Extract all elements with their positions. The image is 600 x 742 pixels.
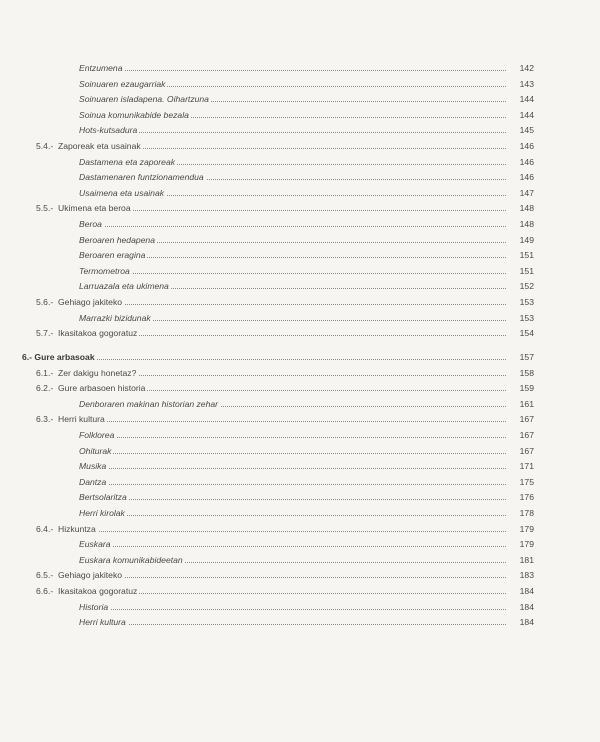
toc-entry-number: 6.3.- [36,414,54,425]
dot-leader [58,295,506,309]
toc-entry-title: Soinuaren isladapena. Oihartzuna [79,94,209,105]
toc-entry [0,186,600,200]
dot-leader [58,522,506,536]
toc-entry [0,264,600,278]
toc-entry-page: 167 [519,430,534,440]
toc-entry-title: Hots-kutsadura [79,125,138,136]
toc-entry-page: 171 [519,461,534,472]
toc-entry [0,311,600,325]
toc-entry [0,108,600,122]
toc-entry-title: Ohiturak [79,445,112,456]
toc-entry-page: 179 [519,539,534,550]
toc-entry-title: Beroaren eragina [79,250,146,261]
toc-entry [0,459,600,473]
toc-entry-page: 148 [519,219,534,229]
toc-entry-title: Termometroa [79,265,130,276]
toc-entry-page: 167 [519,445,534,456]
dot-leader [79,490,506,504]
dot-leader [79,615,506,629]
toc-entry-title: 6.- Gure arbasoak [22,352,95,362]
toc-entry-title: Marrazki bizidunak [79,312,151,323]
toc-entry-page: 145 [519,125,534,136]
toc-entry-page: 175 [519,476,534,487]
toc-entry [0,170,600,184]
toc-entry-page: 143 [519,78,534,89]
toc-entry-page: 146 [519,156,534,167]
dot-leader [79,217,506,231]
dot-leader [79,459,506,473]
toc-entry-page: 151 [519,250,534,261]
toc-entry-title: Zer dakigu honetaz? [58,367,137,378]
toc-entry-title: Gehiago jakiteko [58,297,123,307]
toc-entry-page: 159 [519,383,534,394]
toc-entry [0,366,600,380]
toc-entry-title: Ikasitakoa gogoratuz [58,328,138,339]
toc-entry-title: Euskara komunikabideetan [79,554,183,565]
toc-entry-page: 153 [519,312,534,323]
dot-leader [79,600,506,614]
dot-leader [79,428,506,442]
toc-entry-title: Bertsolaritza [79,492,127,503]
toc-entry-page: 179 [519,523,534,534]
toc-entry-page: 181 [519,554,534,565]
toc-entry [0,428,600,442]
toc-entry-number: 6.1.- [36,367,54,378]
toc-entry-page: 148 [519,203,534,214]
toc-entry-page: 147 [519,187,534,198]
dot-leader [79,506,506,520]
toc-entry-title: Herri kultura [58,414,105,425]
toc-entry [0,92,600,106]
toc-entry [0,248,600,262]
toc-entry-number: 6.2.- [36,383,54,394]
toc-entry [0,77,600,91]
toc-entry-title: Soinuaren ezaugarriak [79,78,166,89]
toc-entry [0,381,600,395]
toc-entry-title: Larruazala eta ukimena [79,281,169,292]
toc-entry-number: 6.5.- [36,570,54,581]
toc-entry-page: 167 [519,414,534,425]
toc-entry-page: 178 [519,508,534,518]
toc-entry-page: 161 [519,398,534,409]
dot-leader [79,537,506,551]
toc-entry-number: 6.4.- [36,523,54,534]
toc-entry-title: Folklorea [79,430,115,440]
toc-entry-title: Euskara [79,539,111,550]
toc-entry [0,139,600,153]
dot-leader [79,444,506,458]
toc-entry-page: 146 [519,141,534,151]
toc-entry-page: 142 [519,63,534,73]
toc-entry-title: Usaimena eta usainak [79,187,165,198]
toc-entry-number: 5.7.- [36,328,54,339]
toc-entry [0,506,600,520]
toc-entry [0,444,600,458]
toc-entry [0,537,600,551]
toc-entry-title: Herri kirolak [79,508,125,518]
toc-entry-page: 153 [519,297,534,307]
toc-entry [0,412,600,426]
toc-entry [0,584,600,598]
toc-entry-page: 146 [519,172,534,183]
toc-entry-number: 6.6.- [36,586,54,596]
toc-entry [0,490,600,504]
toc-entry [0,279,600,293]
toc-entry-page: 183 [519,570,534,581]
dot-leader [79,123,506,137]
toc-entry-title: Soinua komunikabide bezala [79,109,189,120]
toc-entry-title: Zaporeak eta usainak [58,141,141,151]
toc-entry-title: Ikasitakoa gogoratuz [58,586,138,596]
toc-entry [0,568,600,582]
toc-entry-page: 144 [519,109,534,120]
toc-entry-page: 144 [519,94,534,105]
toc-entry-title: Herri kultura [79,617,126,628]
toc-entry-title: Beroaren hedapena [79,234,155,245]
toc-entry [0,600,600,614]
toc-entry-title: Gehiago jakiteko [58,570,123,581]
dot-leader [79,475,506,489]
toc-entry-title: Hizkuntza [58,523,96,534]
toc-entry [0,522,600,536]
toc-entry [0,123,600,137]
toc-entry-page: 151 [519,265,534,276]
toc-entry [0,475,600,489]
toc-entry [0,350,600,364]
toc-entry-page: 149 [519,234,534,245]
toc-entry-title: Gure arbasoen historia [58,383,146,394]
dot-leader [79,61,506,75]
toc-entry [0,217,600,231]
toc-entry-title: Dantza [79,476,107,487]
toc-entry-page: 176 [519,492,534,503]
toc-entry [0,615,600,629]
toc-entry-page: 157 [519,352,534,362]
toc-entry-title: Entzumena [79,63,123,73]
toc-entry [0,155,600,169]
toc-entry-page: 184 [519,601,534,612]
toc-entry [0,295,600,309]
dot-leader [79,264,506,278]
toc-entry-title: Beroa [79,219,102,229]
toc-entry-number: 5.4.- [36,141,54,151]
toc-entry-title: Musika [79,461,107,472]
toc-entry-page: 184 [519,586,534,596]
toc-entry-title: Ukimena eta beroa [58,203,131,214]
toc-entry [0,201,600,215]
toc-entry [0,397,600,411]
dot-leader [58,412,506,426]
toc-entry-title: Denboraren makinan historian zehar [79,398,219,409]
toc-entry [0,61,600,75]
toc-entry [0,326,600,340]
toc-entry-title: Historia [79,601,109,612]
toc-entry-number: 5.5.- [36,203,54,214]
toc-entry-title: Dastamena eta zaporeak [79,156,176,167]
toc-entry-page: 184 [519,617,534,628]
toc-entry-page: 152 [519,281,534,292]
toc-entry-page: 154 [519,328,534,339]
toc-entry-number: 5.6.- [36,297,54,307]
toc-entry [0,233,600,247]
toc-entry-title: Dastamenaren funtzionamendua [79,172,204,183]
dot-leader [58,568,506,582]
toc-entry-page: 158 [519,367,534,378]
toc-entry [0,553,600,567]
